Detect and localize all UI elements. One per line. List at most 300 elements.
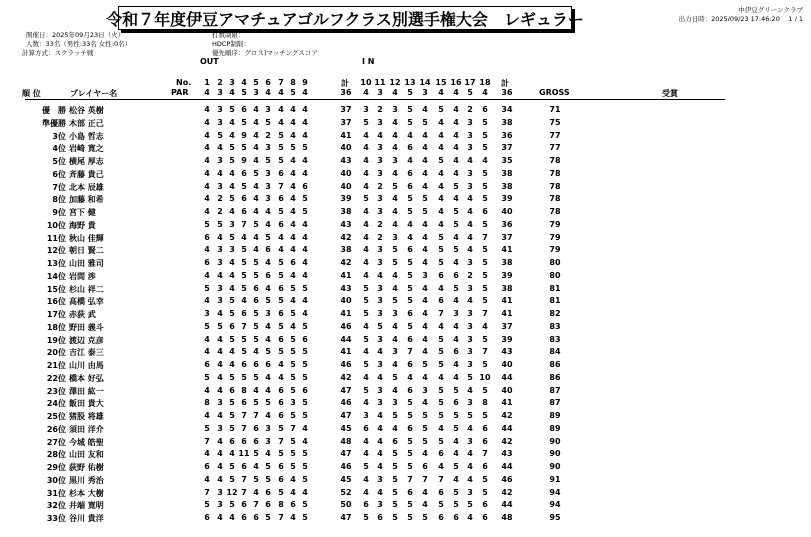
- hole-score: 5: [265, 398, 271, 408]
- hole-score: 3: [377, 194, 383, 204]
- hole-score: 4: [290, 232, 296, 242]
- hole-score: 6: [482, 436, 488, 446]
- hole-score: 4: [453, 130, 459, 140]
- out-total: 45: [340, 474, 352, 484]
- hole-score: 5: [290, 143, 296, 153]
- hole-score: 4: [253, 143, 259, 153]
- hole-score: 5: [363, 462, 369, 471]
- hole-score: 6: [407, 487, 413, 497]
- hole-score: 4: [302, 245, 308, 255]
- player-name: 山田 友和: [69, 450, 104, 460]
- hole-score: 7: [253, 500, 259, 510]
- hole-score: 5: [265, 474, 271, 484]
- hole-score: 3: [392, 309, 398, 318]
- hole-score: 4: [453, 143, 459, 153]
- hole-score: 4: [363, 181, 369, 191]
- hole-score: 4: [453, 168, 459, 178]
- hole-score: 3: [467, 309, 473, 318]
- hole-score: 5: [217, 321, 223, 331]
- hole-score: 5: [422, 360, 428, 369]
- hole-score: 5: [253, 321, 259, 331]
- hole-score: 4: [229, 181, 235, 191]
- in-total: 37: [501, 232, 513, 242]
- par-out-total: 36: [340, 88, 352, 97]
- hole-score: 7: [253, 411, 259, 420]
- hole-score: 4: [392, 143, 398, 153]
- gross-score: 90: [549, 449, 561, 459]
- rank-cell: 8位: [52, 195, 66, 205]
- hole-score: 5: [407, 105, 413, 114]
- out-total: 39: [340, 194, 352, 204]
- hole-score: 4: [302, 436, 308, 446]
- out-label: OUT: [200, 57, 219, 66]
- hole-score: 6: [302, 385, 308, 395]
- hole-score: 4: [422, 130, 428, 140]
- hole-score: 4: [363, 372, 369, 382]
- hole-score: 3: [265, 181, 271, 191]
- hole-score: 4: [204, 474, 210, 484]
- table-row: [0, 233, 811, 246]
- player-name: 木部 正己: [69, 118, 104, 128]
- hole-score: 4: [363, 207, 369, 216]
- table-row: [0, 105, 811, 118]
- table-row: [0, 182, 811, 195]
- hole-score: 5: [302, 143, 308, 153]
- hole-score: 5: [290, 372, 296, 382]
- hole-score: 5: [392, 500, 398, 510]
- rank-cell: 4位: [52, 144, 66, 154]
- hole-score: 6: [453, 270, 459, 280]
- in-total: 37: [501, 321, 513, 331]
- hole-score: 4: [278, 372, 284, 382]
- hole-score: 5: [278, 258, 284, 267]
- hole-score: 5: [265, 156, 271, 165]
- no-header: No.: [176, 78, 192, 87]
- hole-par: 4: [482, 88, 488, 97]
- player-name: 高橋 弘幸: [69, 297, 104, 307]
- hole-score: 2: [265, 130, 271, 140]
- out-total: 41: [340, 309, 352, 318]
- hole-score: 6: [253, 283, 259, 293]
- gross-score: 94: [549, 487, 561, 497]
- hole-score: 5: [290, 283, 296, 293]
- hole-score: 5: [278, 296, 284, 306]
- hole-score: 7: [290, 423, 296, 433]
- rank-cell: 27位: [46, 437, 66, 447]
- hole-score: 5: [241, 270, 247, 280]
- hole-score: 4: [253, 156, 259, 165]
- hole-score: 6: [407, 385, 413, 395]
- hole-score: 4: [253, 130, 259, 140]
- hole-score: 4: [290, 168, 296, 178]
- hole-score: 4: [302, 156, 308, 165]
- hole-score: 5: [278, 207, 284, 216]
- gross-score: 90: [549, 462, 561, 471]
- hole-score: 5: [302, 321, 308, 331]
- hole-score: 4: [392, 168, 398, 178]
- hole-score: 4: [302, 232, 308, 242]
- player-name: 岩崎 寛之: [69, 144, 104, 154]
- hole-score: 4: [422, 258, 428, 267]
- hole-score: 5: [438, 385, 444, 395]
- hole-score: 5: [229, 474, 235, 484]
- hole-score: 6: [278, 219, 284, 229]
- hole-score: 4: [438, 321, 444, 331]
- hole-score: 5: [422, 423, 428, 433]
- hole-score: 4: [392, 219, 398, 229]
- hole-score: 4: [422, 347, 428, 357]
- hole-score: 7: [241, 423, 247, 433]
- in-total: 46: [501, 474, 513, 484]
- hole-score: 4: [229, 347, 235, 357]
- hole-score: 4: [229, 258, 235, 267]
- hole-score: 4: [467, 474, 473, 484]
- hole-score: 5: [302, 347, 308, 357]
- hole-score: 4: [392, 385, 398, 395]
- hole-score: 4: [453, 117, 459, 127]
- hole-score: 4: [290, 321, 296, 331]
- hole-score: 4: [392, 360, 398, 369]
- hole-score: 5: [407, 398, 413, 408]
- hole-score: 6: [290, 500, 296, 510]
- in-total: 42: [501, 436, 513, 446]
- hole-score: 3: [392, 105, 398, 114]
- player-name: 荻野 佑樹: [69, 463, 104, 472]
- out-total: 46: [340, 398, 352, 408]
- hole-score: 6: [265, 487, 271, 497]
- hole-score: 4: [363, 487, 369, 497]
- hole-score: 4: [422, 321, 428, 331]
- hole-score: 4: [377, 130, 383, 140]
- hole-score: 3: [377, 117, 383, 127]
- hole-score: 4: [290, 117, 296, 127]
- player-name: 猪股 将雄: [69, 412, 104, 421]
- hole-score: 6: [278, 398, 284, 408]
- hole-score: 3: [392, 232, 398, 242]
- hole-score: 5: [241, 283, 247, 293]
- hole-score: 5: [253, 258, 259, 267]
- in-total: 39: [501, 270, 513, 280]
- hole-score: 7: [438, 474, 444, 484]
- rank-cell: 13位: [46, 259, 66, 268]
- hole-score: 4: [392, 194, 398, 204]
- out-total: 47: [340, 411, 352, 420]
- gross-score: 86: [549, 372, 561, 382]
- hole-score: 4: [204, 245, 210, 255]
- rank-cell: 5位: [52, 157, 66, 166]
- par-in-total: 36: [501, 88, 513, 97]
- hole-score: 4: [217, 462, 223, 471]
- hole-score: 4: [438, 143, 444, 153]
- hole-score: 2: [377, 219, 383, 229]
- player-name: 斉藤 貴己: [69, 169, 104, 179]
- hole-score: 5: [467, 411, 473, 420]
- hole-score: 5: [438, 411, 444, 420]
- hole-score: 4: [204, 143, 210, 153]
- hole-score: 5: [422, 411, 428, 420]
- in-total: 41: [501, 296, 513, 306]
- hole-score: 3: [377, 207, 383, 216]
- hole-score: 5: [392, 487, 398, 497]
- hole-score: 4: [229, 513, 235, 522]
- gross-score: 83: [549, 321, 561, 331]
- hole-score: 4: [392, 423, 398, 433]
- participant-count: 人数：33名（男性:33名 女性:0名）: [26, 40, 132, 48]
- in-total: 40: [501, 207, 513, 216]
- gross-score: 82: [549, 309, 561, 318]
- hole-score: 6: [482, 513, 488, 522]
- page-title: 令和７年度伊豆アマチュアゴルフクラス別選手権大会 レギュラー: [118, 6, 572, 30]
- hole-score: 4: [453, 105, 459, 114]
- hole-score: 4: [253, 385, 259, 395]
- hole-score: 4: [204, 194, 210, 204]
- gross-score: 95: [549, 513, 561, 522]
- player-name: 北本 辰雄: [69, 182, 104, 192]
- hole-score: 4: [290, 219, 296, 229]
- hole-score: 4: [204, 411, 210, 420]
- hole-score: 7: [407, 474, 413, 484]
- hole-score: 4: [363, 232, 369, 242]
- hole-score: 5: [302, 283, 308, 293]
- hole-score: 4: [290, 270, 296, 280]
- out-total: 44: [340, 334, 352, 344]
- rank-cell: 準優勝: [42, 118, 66, 128]
- hole-score: 5: [407, 258, 413, 267]
- table-row: [0, 309, 811, 322]
- hole-number: 4: [241, 78, 247, 87]
- hole-score: 4: [253, 462, 259, 471]
- hole-score: 5: [253, 398, 259, 408]
- hole-score: 5: [482, 181, 488, 191]
- hole-score: 4: [438, 181, 444, 191]
- hole-score: 8: [204, 398, 210, 408]
- hole-score: 4: [453, 436, 459, 446]
- hole-score: 6: [278, 334, 284, 344]
- hole-score: 4: [290, 296, 296, 306]
- in-total: 44: [501, 462, 513, 471]
- hole-score: 4: [377, 347, 383, 357]
- hole-score: 5: [253, 270, 259, 280]
- hole-score: 4: [392, 270, 398, 280]
- in-total: 38: [501, 258, 513, 267]
- hole-score: 4: [253, 117, 259, 127]
- hole-score: 4: [467, 207, 473, 216]
- hole-score: 4: [253, 194, 259, 204]
- hole-score: 5: [278, 487, 284, 497]
- hole-score: 4: [392, 334, 398, 344]
- hole-score: 4: [302, 117, 308, 127]
- hole-score: 3: [467, 334, 473, 344]
- out-total: 38: [340, 207, 352, 216]
- hole-score: 6: [438, 449, 444, 459]
- hole-score: 4: [453, 232, 459, 242]
- hole-score: 5: [363, 309, 369, 318]
- hole-score: 4: [265, 449, 271, 459]
- hole-score: 6: [363, 500, 369, 510]
- hole-score: 5: [422, 513, 428, 522]
- out-total: 46: [340, 462, 352, 471]
- hole-score: 5: [438, 334, 444, 344]
- table-row: [0, 322, 811, 335]
- hole-score: 4: [438, 219, 444, 229]
- hole-score: 4: [438, 207, 444, 216]
- hole-score: 5: [392, 449, 398, 459]
- player-name: 秋山 佳輝: [69, 233, 104, 243]
- hole-score: 6: [482, 105, 488, 114]
- hole-score: 5: [392, 513, 398, 522]
- hole-score: 5: [253, 219, 259, 229]
- hole-score: 4: [217, 411, 223, 420]
- in-total: 40: [501, 385, 513, 395]
- hole-score: 4: [363, 436, 369, 446]
- hole-score: 3: [363, 411, 369, 420]
- hole-score: 3: [217, 181, 223, 191]
- hole-score: 4: [467, 232, 473, 242]
- hole-score: 8: [482, 398, 488, 408]
- hole-score: 6: [407, 168, 413, 178]
- hole-score: 5: [290, 449, 296, 459]
- table-row: [0, 424, 811, 437]
- table-row: [0, 475, 811, 488]
- in-total: 38: [501, 117, 513, 127]
- gross-score: 80: [549, 258, 561, 267]
- hole-score: 4: [290, 245, 296, 255]
- player-name: 赤荻 武: [69, 310, 96, 319]
- hole-score: 4: [217, 385, 223, 395]
- gross-score: 91: [549, 474, 561, 484]
- hole-score: 3: [265, 436, 271, 446]
- hole-score: 5: [438, 436, 444, 446]
- hole-number: 3: [229, 78, 235, 87]
- gross-score: 89: [549, 423, 561, 433]
- hole-score: 5: [302, 360, 308, 369]
- hole-score: 6: [453, 398, 459, 408]
- hole-score: 6: [253, 296, 259, 306]
- out-total: 50: [340, 500, 352, 510]
- hole-score: 5: [392, 245, 398, 255]
- hole-score: 5: [241, 143, 247, 153]
- hole-score: 6: [229, 436, 235, 446]
- hole-score: 5: [229, 194, 235, 204]
- in-total: 40: [501, 360, 513, 369]
- hole-score: 4: [204, 156, 210, 165]
- out-total: 40: [340, 181, 352, 191]
- hole-score: 4: [302, 296, 308, 306]
- hole-score: 5: [438, 245, 444, 255]
- hole-score: 5: [392, 181, 398, 191]
- gross-score: 86: [549, 360, 561, 369]
- hole-score: 5: [407, 411, 413, 420]
- hole-score: 4: [422, 245, 428, 255]
- hole-score: 4: [217, 449, 223, 459]
- gross-score: 79: [549, 219, 561, 229]
- hole-score: 5: [229, 398, 235, 408]
- hole-score: 3: [290, 398, 296, 408]
- hole-score: 4: [302, 258, 308, 267]
- hole-score: 5: [363, 385, 369, 395]
- hole-number: 10: [360, 78, 372, 87]
- table-row: [0, 488, 811, 501]
- hole-number: 16: [450, 78, 462, 87]
- rank-cell: 31位: [46, 488, 66, 498]
- hole-score: 4: [265, 207, 271, 216]
- hole-score: 4: [217, 372, 223, 382]
- hole-score: 3: [265, 194, 271, 204]
- hole-score: 5: [407, 207, 413, 216]
- player-name: 橋本 好弘: [69, 373, 104, 383]
- hole-score: 6: [241, 207, 247, 216]
- hole-score: 5: [204, 283, 210, 293]
- hole-score: 3: [377, 360, 383, 369]
- table-row: [0, 296, 811, 309]
- out-total: 38: [340, 245, 352, 255]
- table-row: [0, 360, 811, 373]
- table-row: [0, 449, 811, 462]
- rank-cell: 16位: [46, 297, 66, 307]
- hole-score: 5: [290, 360, 296, 369]
- hole-score: 5: [253, 474, 259, 484]
- hole-score: 5: [438, 500, 444, 510]
- table-row: [0, 245, 811, 258]
- hole-score: 4: [302, 168, 308, 178]
- in-total: 44: [501, 423, 513, 433]
- hole-score: 3: [363, 105, 369, 114]
- hole-score: 4: [302, 219, 308, 229]
- hole-score: 5: [265, 347, 271, 357]
- hole-score: 5: [241, 181, 247, 191]
- hole-score: 5: [278, 143, 284, 153]
- hole-score: 4: [467, 296, 473, 306]
- hole-score: 4: [302, 130, 308, 140]
- gross-score: 84: [549, 347, 561, 357]
- hole-score: 3: [217, 156, 223, 165]
- out-total: 47: [340, 513, 352, 522]
- hole-score: 4: [204, 130, 210, 140]
- hole-score: 5: [204, 500, 210, 510]
- hole-score: 4: [253, 487, 259, 497]
- hole-score: 6: [253, 423, 259, 433]
- hole-score: 5: [392, 258, 398, 267]
- in-total: 48: [501, 513, 513, 522]
- table-row: [0, 118, 811, 131]
- hole-score: 4: [363, 258, 369, 267]
- player-name: 山田 雅司: [69, 259, 104, 268]
- hole-score: 6: [253, 436, 259, 446]
- hole-score: 9: [241, 156, 247, 165]
- hole-score: 4: [253, 181, 259, 191]
- table-row: [0, 169, 811, 182]
- hole-score: 5: [278, 270, 284, 280]
- printed-datetime: 出力日時：2025/09/23 17:46:20 1 / 1: [678, 15, 803, 23]
- in-total: 39: [501, 194, 513, 204]
- hole-score: 6: [302, 181, 308, 191]
- hole-number: 8: [290, 78, 296, 87]
- gross-score: 90: [549, 436, 561, 446]
- hole-score: 4: [265, 385, 271, 395]
- hole-score: 5: [265, 117, 271, 127]
- hole-score: 4: [377, 423, 383, 433]
- hole-score: 4: [229, 207, 235, 216]
- table-row: [0, 271, 811, 284]
- hole-score: 7: [278, 436, 284, 446]
- hole-score: 4: [302, 309, 308, 318]
- hole-score: 4: [467, 245, 473, 255]
- player-name: 朝日 賢二: [69, 246, 104, 256]
- in-total: 41: [501, 398, 513, 408]
- hole-score: 4: [302, 270, 308, 280]
- gross-score: 78: [549, 168, 561, 178]
- hole-score: 4: [229, 130, 235, 140]
